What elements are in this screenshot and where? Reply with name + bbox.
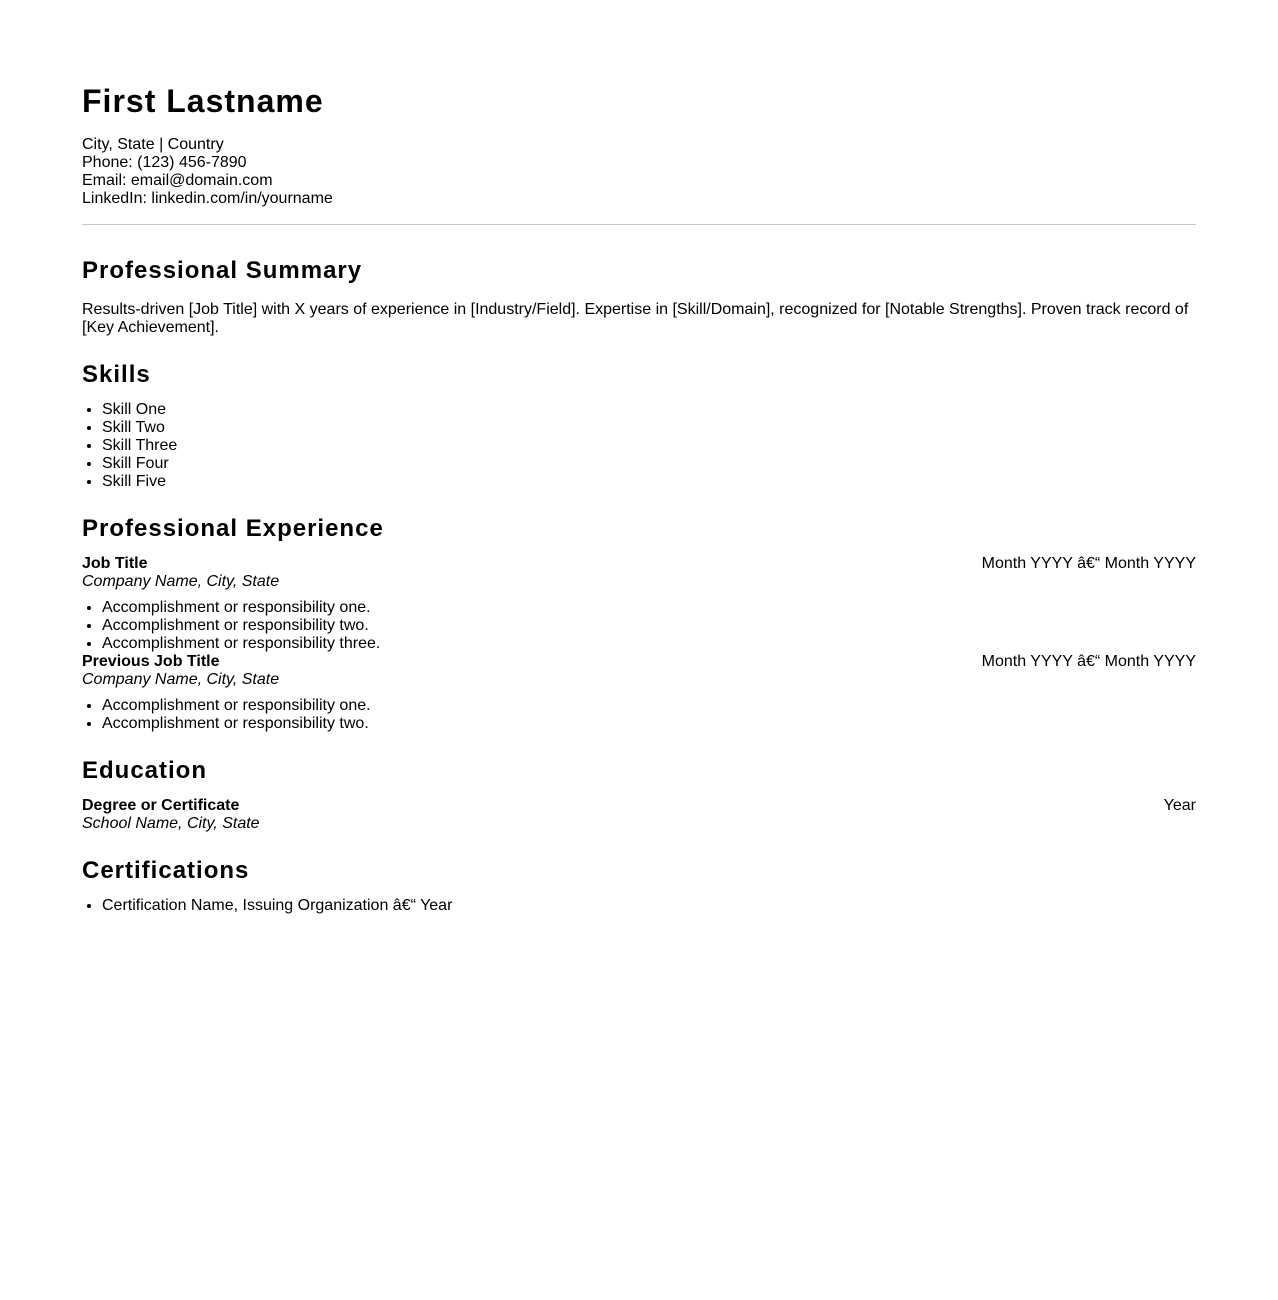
candidate-name: First Lastname (82, 83, 324, 119)
skill-item: • Skill Four (102, 455, 1196, 473)
certifications-list (82, 897, 1196, 915)
summary-text: Results-driven [Job Title] with X years of experience in [Industry/Field]. Expertise in [Skill/Domain], recognized for [Notable Strengths]. Proven track record of [Key Achievement]. (82, 301, 1189, 336)
phone: Phone: (123) 456-7890 (82, 154, 247, 171)
location: City, State | Country (82, 136, 224, 153)
skill-item: • Skill Three (102, 437, 1196, 455)
linkedin: LinkedIn: linkedin.com/in/yourname (82, 190, 333, 207)
job-bullet: • Accomplishment or responsibility two. (102, 715, 1196, 733)
job-bullet: • Accomplishment or responsibility three. (102, 635, 1196, 653)
header-divider (82, 224, 1196, 225)
job-entry (82, 555, 1196, 653)
job-company: Company Name, City, State (82, 671, 280, 688)
skills-heading: Skills (82, 361, 151, 388)
certifications-heading: Certifications (82, 857, 250, 884)
job-bullets (82, 697, 1196, 733)
job-bullet: • Accomplishment or responsibility one. (102, 697, 1196, 715)
skill-item: • Skill Two (102, 419, 1196, 437)
job-bullet: • Accomplishment or responsibility one. (102, 599, 1196, 617)
degree: Degree or Certificate (82, 797, 240, 814)
education-entry (82, 797, 1196, 833)
job-bullets (82, 599, 1196, 653)
summary-heading: Professional Summary (82, 257, 363, 284)
education-heading: Education (82, 757, 208, 784)
skills-list (82, 401, 1196, 491)
job-company: Company Name, City, State (82, 573, 280, 590)
school: School Name, City, State (82, 815, 260, 832)
certification-item: • Certification Name, Issuing Organization â€“ Year (102, 897, 1196, 915)
job-dates: Month YYYY â€“ Month YYYY (981, 555, 1196, 572)
graduation-year: Year (1163, 797, 1196, 814)
job-title: Job Title (82, 555, 148, 572)
skill-item: • Skill One (102, 401, 1196, 419)
email: Email: email@domain.com (82, 172, 273, 189)
job-bullet: • Accomplishment or responsibility two. (102, 617, 1196, 635)
contact-info (82, 136, 333, 208)
job-entry (82, 653, 1196, 733)
job-dates: Month YYYY â€“ Month YYYY (981, 653, 1196, 670)
experience-heading: Professional Experience (82, 515, 384, 542)
skill-item: • Skill Five (102, 473, 1196, 491)
job-title: Previous Job Title (82, 653, 220, 670)
